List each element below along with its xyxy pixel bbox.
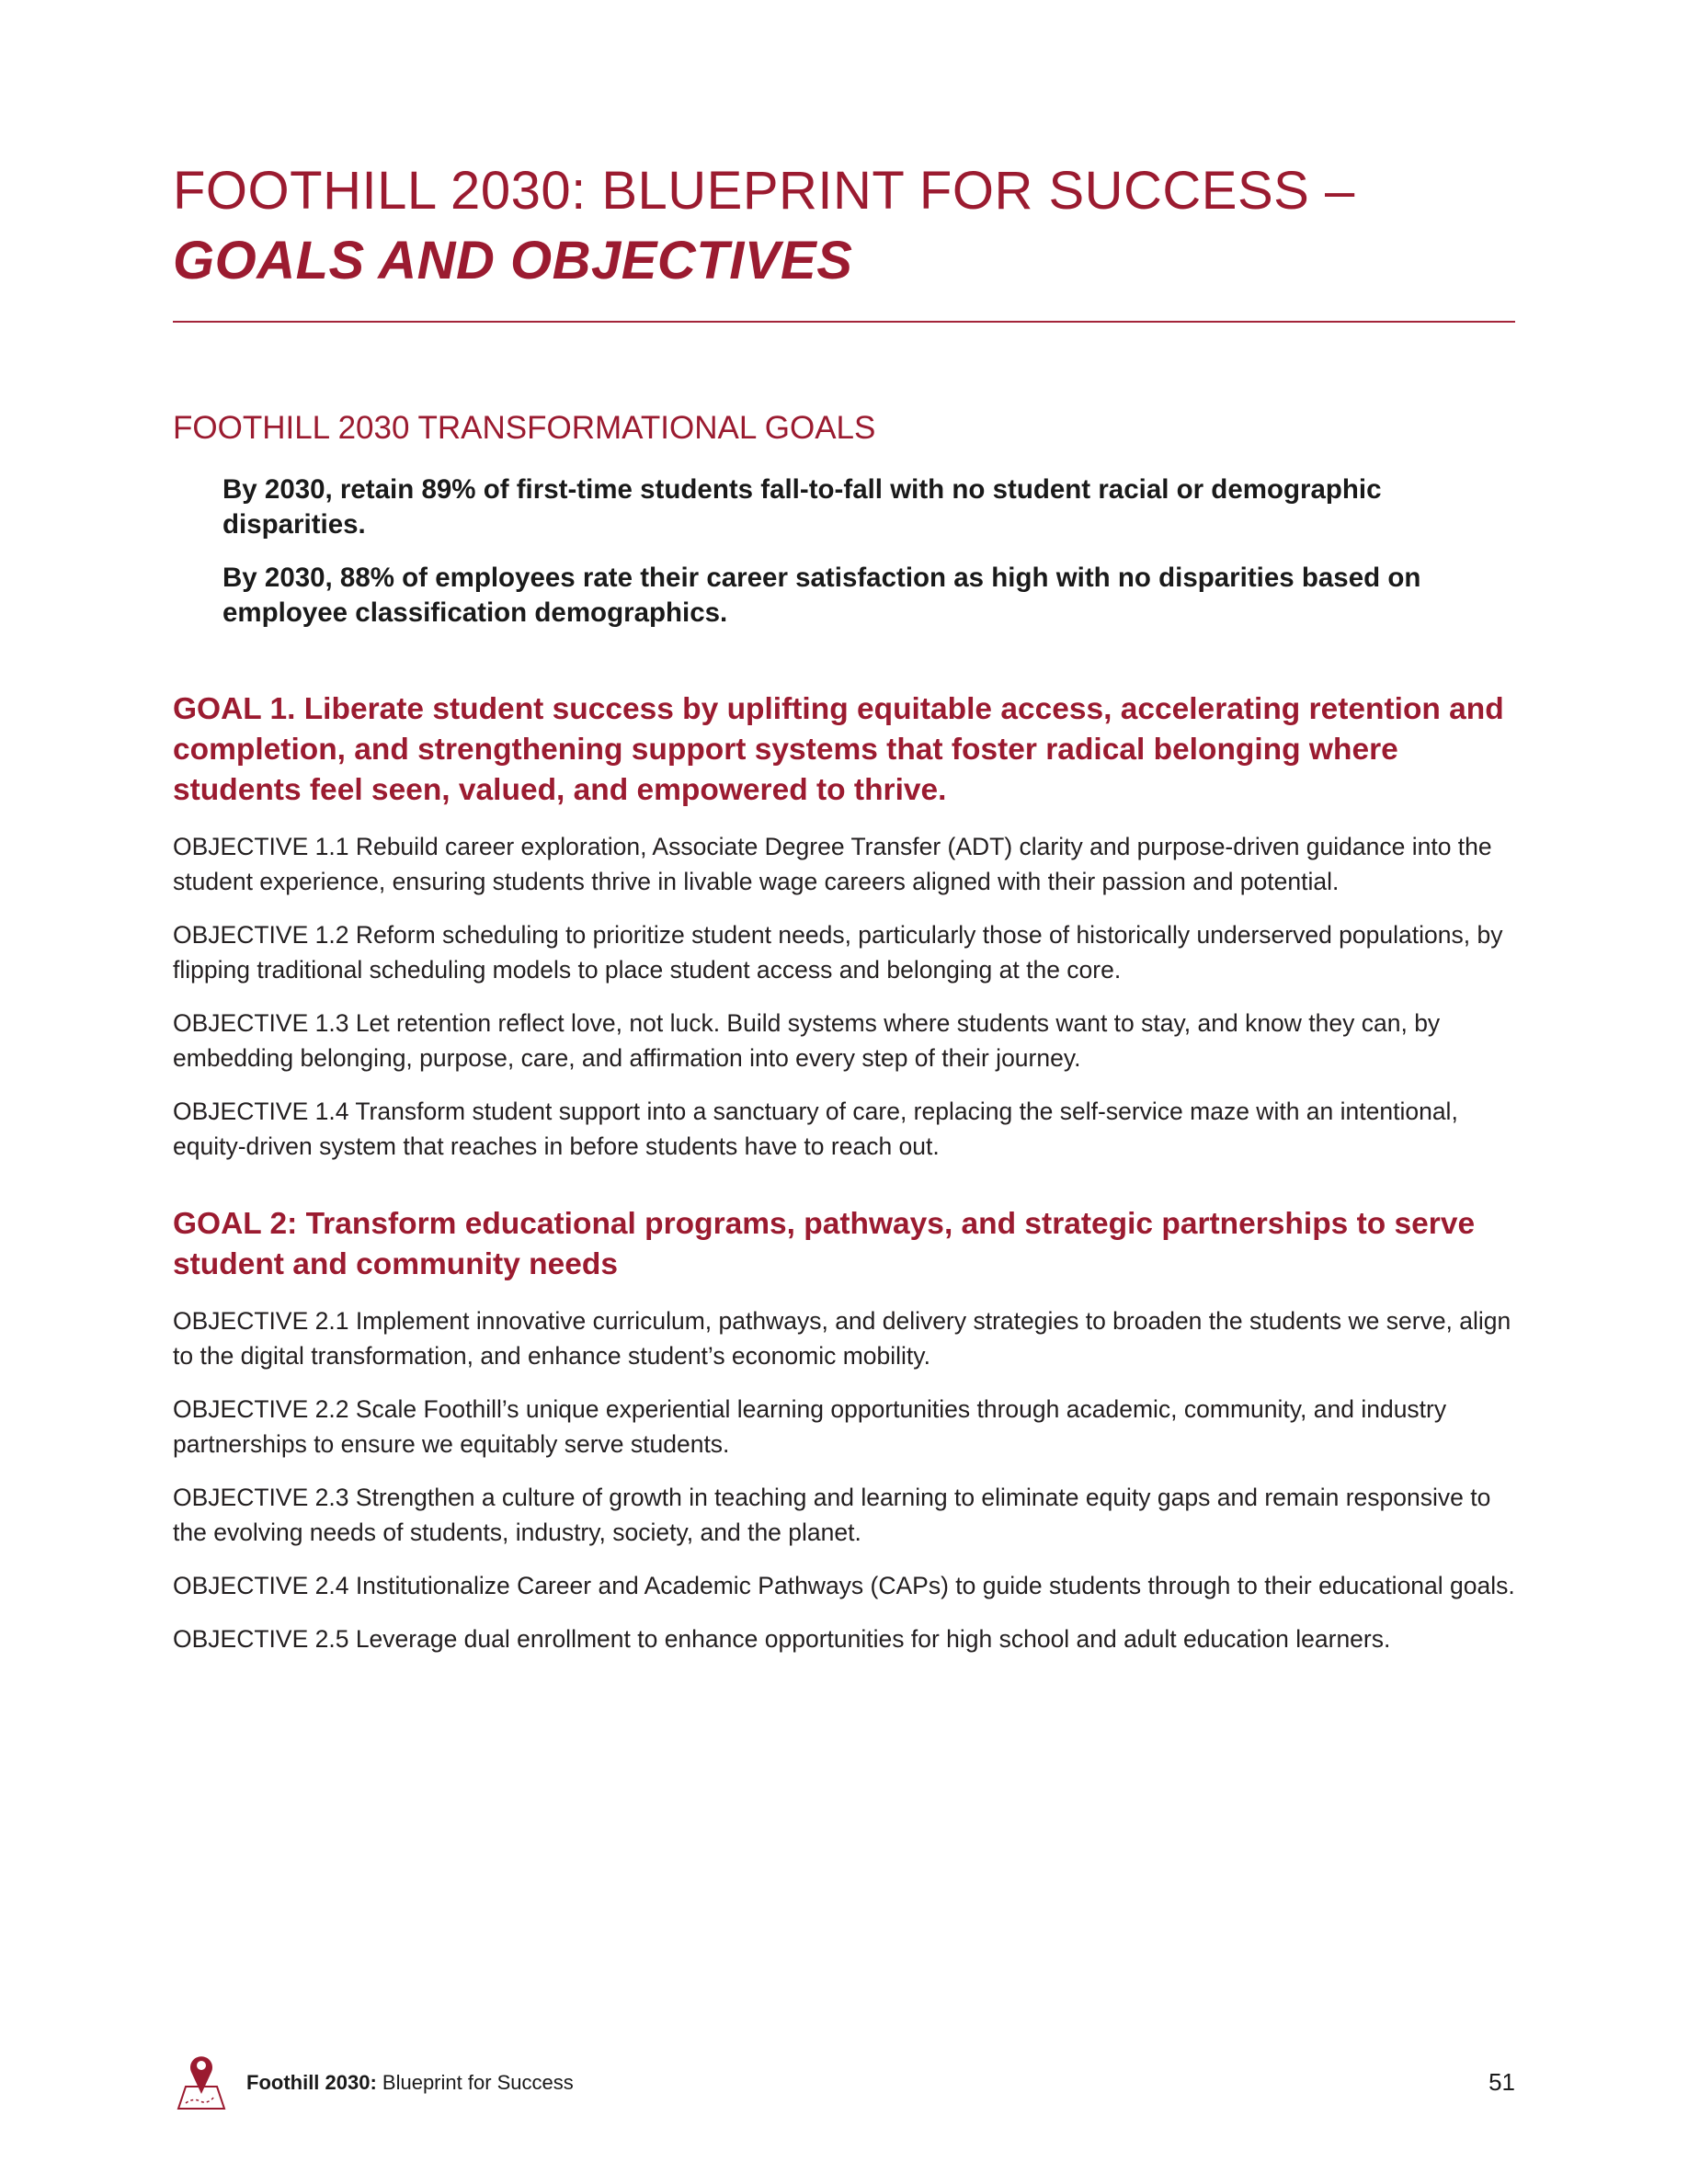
map-pin-icon: [173, 2050, 230, 2110]
goal-1: [173, 689, 1515, 1164]
objective: OBJECTIVE 2.4 Institutionalize Career and Academic Pathways (CAPs) to guide students through to their educational goals.: [173, 1572, 1515, 1599]
footer-brand: [246, 2070, 574, 2096]
transformational-goals-list: [222, 472, 1500, 649]
transformational-goal: By 2030, 88% of employees rate their career satisfaction as high with no disparities based on employee classification demographics.: [222, 563, 1421, 628]
footer-brand-rest: Blueprint for Success: [376, 2071, 574, 2094]
goal-heading: GOAL 2: Transform educational programs, pathways, and strategic partnerships to serve student and community needs: [173, 1207, 1476, 1281]
objective: OBJECTIVE 1.2 Reform scheduling to prioritize student needs, particularly those of historically underserved populations, by flipping traditional scheduling models to place student access and belonging at the core.: [173, 921, 1503, 984]
objective: OBJECTIVE 2.5 Leverage dual enrollment to enhance opportunities for high school and adult education learners.: [173, 1625, 1391, 1653]
objective: OBJECTIVE 2.1 Implement innovative curriculum, pathways, and delivery strategies to broaden the students we serve, align to the digital transformation, and enhance student’s economic mobility.: [173, 1307, 1511, 1370]
page-number: 51: [1488, 2068, 1515, 2096]
page-title: [173, 156, 1355, 296]
title-line-1: FOOTHILL 2030: BLUEPRINT FOR SUCCESS –: [173, 161, 1355, 221]
objective: OBJECTIVE 1.1 Rebuild career exploration, Associate Degree Transfer (ADT) clarity and purpose-driven guidance into the student experience, ensuring students thrive in livable wage careers aligned with their passion and potential.: [173, 833, 1492, 895]
objective: OBJECTIVE 2.2 Scale Foothill’s unique experiential learning opportunities through academic, community, and industry partnerships to ensure we equitably serve students.: [173, 1395, 1447, 1458]
goals-section: [173, 689, 1515, 1675]
goal-2: [173, 1204, 1515, 1656]
title-line-2: GOALS AND OBJECTIVES: [173, 231, 853, 290]
page-footer: [173, 2050, 1515, 2114]
objective: OBJECTIVE 2.3 Strengthen a culture of growth in teaching and learning to eliminate equity gaps and remain responsive to the evolving needs of students, industry, society, and the planet.: [173, 1484, 1491, 1546]
goal-heading: GOAL 1. Liberate student success by uplifting equitable access, accelerating retention and completion, and strengthening support systems that foster radical belonging where students feel seen, valued, and empowered to thrive.: [173, 692, 1504, 807]
objective: OBJECTIVE 1.4 Transform student support into a sanctuary of care, replacing the self-service maze with an intentional, equity-driven system that reaches in before students have to reach out.: [173, 1098, 1458, 1160]
objective: OBJECTIVE 1.3 Let retention reflect love, not luck. Build systems where students want to stay, and know they can, by embedding belonging, purpose, care, and affirmation into every step of their journey.: [173, 1009, 1441, 1072]
transformational-goal: By 2030, retain 89% of first-time students fall-to-fall with no student racial or demographic disparities.: [222, 474, 1382, 540]
footer-brand-bold: Foothill 2030:: [246, 2071, 377, 2094]
transformational-goals-heading: FOOTHILL 2030 TRANSFORMATIONAL GOALS: [173, 410, 876, 446]
title-divider: [173, 321, 1515, 323]
